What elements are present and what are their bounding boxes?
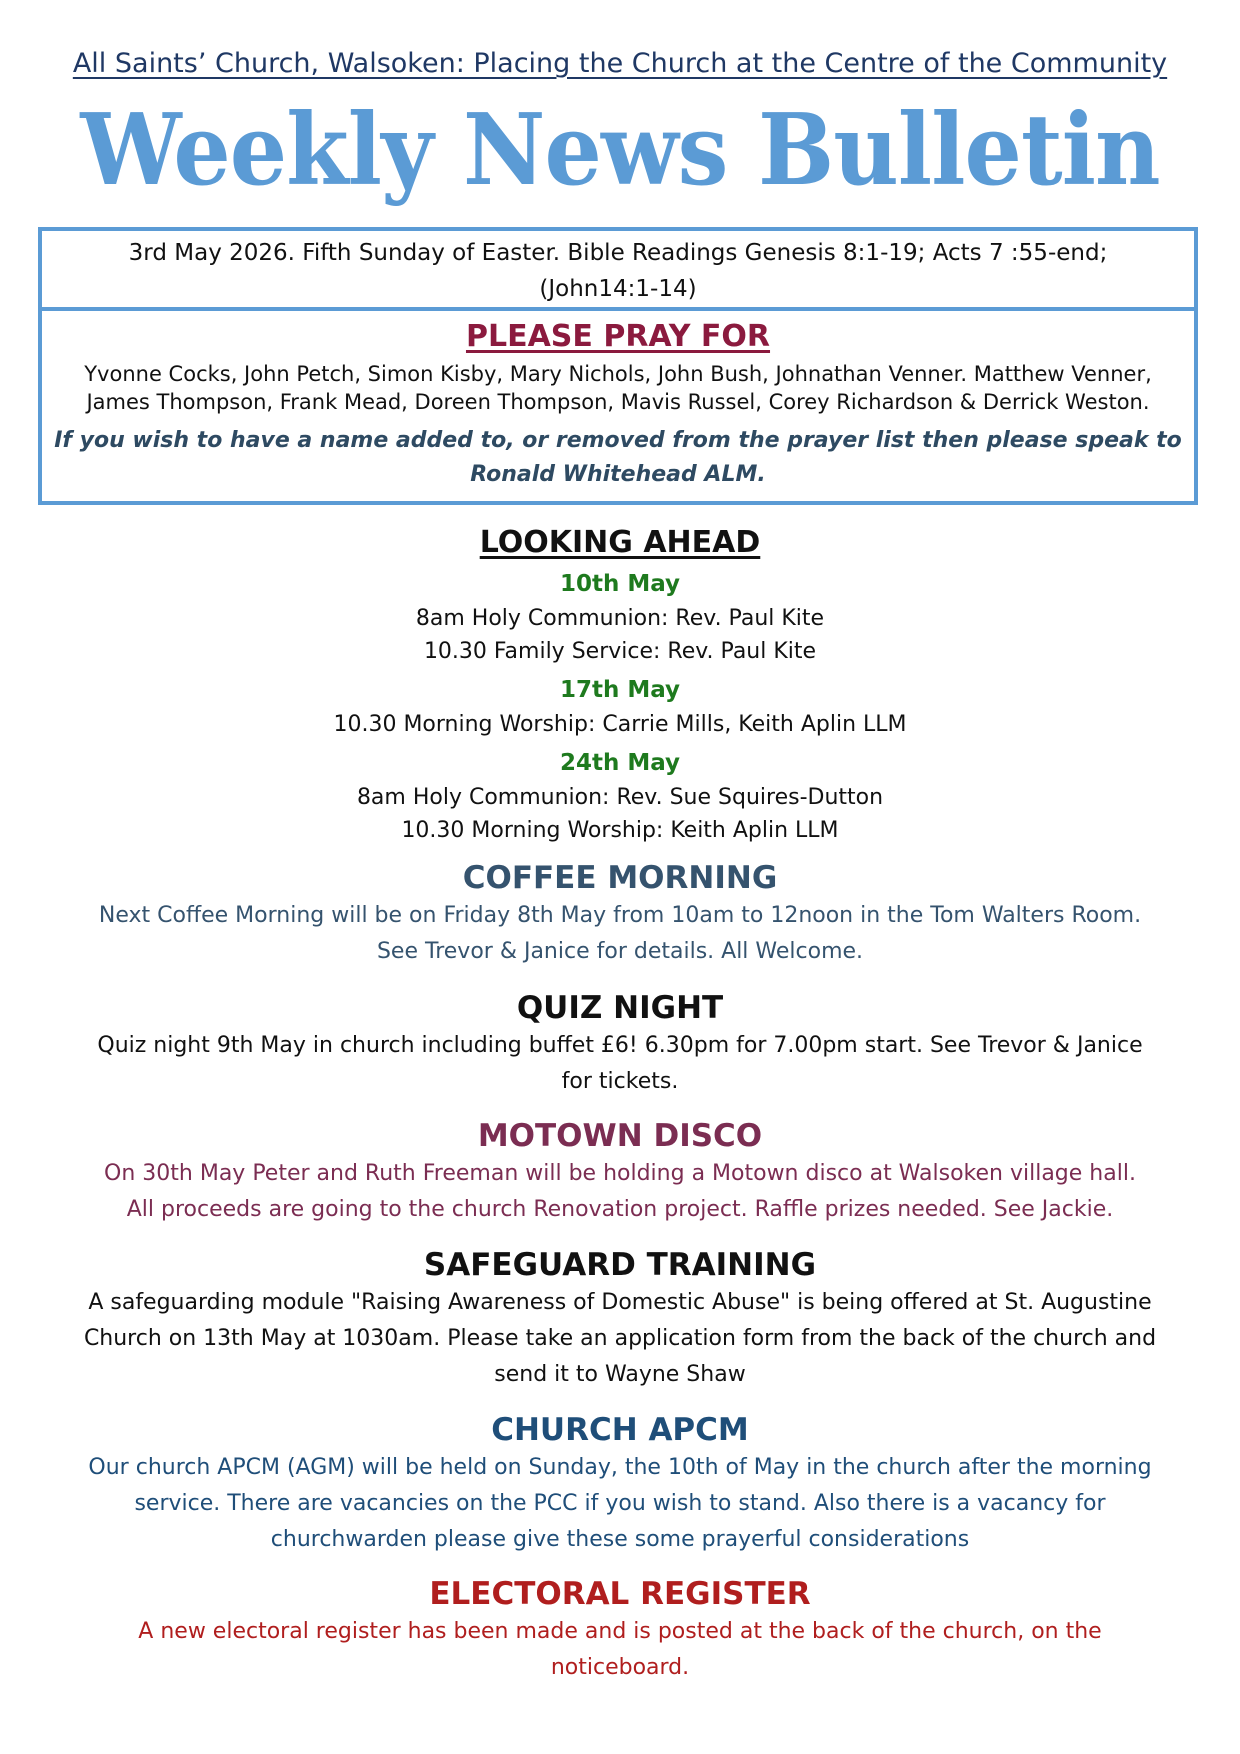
- prayer-box: [38, 311, 1198, 505]
- readings-line-1: 3rd May 2026. Fifth Sunday of Easter. Bible Readings Genesis 8:1-19; Acts 7 :55-end;: [128, 240, 1108, 266]
- service-line: 8am Holy Communion: Rev. Paul Kite: [415, 606, 825, 631]
- service-line: 10.30 Morning Worship: Carrie Mills, Keith Aplin LLM: [333, 712, 907, 737]
- electoral-register-line-2: noticeboard.: [550, 1655, 690, 1680]
- readings-box: [38, 227, 1198, 311]
- quiz-night-heading: QUIZ NIGHT: [516, 990, 724, 1026]
- date-heading: 10th May: [559, 571, 681, 597]
- safeguard-training-line-2: Church on 13th May at 1030am. Please take an application form from the back of the church and: [83, 1326, 1157, 1351]
- prayer-names-line-2: James Thompson, Frank Mead, Doreen Thompson, Mavis Russel, Corey Richardson & Derrick Weston.: [86, 390, 1150, 414]
- coffee-morning-line-2: See Trevor & Janice for details. All Welcome.: [376, 939, 864, 964]
- prayer-names: [42, 360, 1194, 416]
- coffee-morning-section: [40, 858, 1200, 970]
- motown-disco-line-1: On 30th May Peter and Ruth Freeman will be holding a Motown disco at Walsoken village hall.: [104, 1161, 1136, 1186]
- motown-disco-heading: MOTOWN DISCO: [477, 1118, 763, 1154]
- quiz-night-section: [40, 988, 1200, 1100]
- readings-line-2: (John14:1-14): [539, 276, 697, 302]
- church-apcm-line-3: churchwarden please give these some prayerful considerations: [270, 1527, 970, 1552]
- looking-ahead-heading: LOOKING AHEAD: [479, 525, 761, 560]
- prayer-note: [42, 424, 1194, 492]
- coffee-morning-heading: COFFEE MORNING: [462, 860, 778, 896]
- date-heading: 24th May: [559, 750, 681, 776]
- coffee-morning-line-1: Next Coffee Morning will be on Friday 8th May from 10am to 12noon in the Tom Walters Room.: [98, 903, 1142, 928]
- church-apcm-line-1: Our church APCM (AGM) will be held on Sunday, the 10th of May in the church after the morning: [88, 1455, 1152, 1480]
- date-heading: 17th May: [559, 677, 681, 703]
- electoral-register-heading: ELECTORAL REGISTER: [429, 1576, 811, 1612]
- electoral-register-section: [40, 1574, 1200, 1686]
- quiz-night-line-1: Quiz night 9th May in church including buffet £6! 6.30pm for 7.00pm start. See Trevor & Janice: [97, 1033, 1143, 1058]
- prayer-note-line-1: If you wish to have a name added to, or removed from the prayer list then please speak to: [54, 428, 1182, 453]
- motown-disco-line-2: All proceeds are going to the church Renovation project. Raffle prizes needed. See Jackie.: [126, 1197, 1114, 1222]
- looking-ahead-section: [40, 524, 1200, 847]
- quiz-night-line-2: for tickets.: [561, 1069, 679, 1094]
- motown-disco-section: [40, 1116, 1200, 1228]
- safeguard-training-section: [40, 1245, 1200, 1393]
- bulletin-title: Weekly News Bulletin: [80, 93, 1160, 208]
- church-apcm-section: [40, 1410, 1200, 1558]
- electoral-register-line-1: A new electoral register has been made and is posted at the back of the church, on the: [138, 1619, 1102, 1644]
- church-tagline: All Saints’ Church, Walsoken: Placing the Church at the Centre of the Community: [72, 48, 1168, 79]
- service-line: 8am Holy Communion: Rev. Sue Squires-Dutton: [356, 785, 884, 810]
- prayer-note-line-2: Ronald Whitehead ALM.: [470, 462, 766, 487]
- service-line: 10.30 Family Service: Rev. Paul Kite: [423, 639, 817, 664]
- prayer-heading: PLEASE PRAY FOR: [465, 319, 771, 354]
- prayer-names-line-1: Yvonne Cocks, John Petch, Simon Kisby, Mary Nichols, John Bush, Johnathan Venner. Matthew Venner,: [84, 362, 1152, 386]
- church-apcm-line-2: service. There are vacancies on the PCC if you wish to stand. Also there is a vacancy for: [134, 1491, 1106, 1516]
- safeguard-training-line-1: A safeguarding module "Raising Awareness of Domestic Abuse" is being offered at St. Augustine: [88, 1290, 1152, 1315]
- safeguard-training-heading: SAFEGUARD TRAINING: [423, 1247, 817, 1283]
- safeguard-training-line-3: send it to Wayne Shaw: [494, 1362, 746, 1387]
- service-line: 10.30 Morning Worship: Keith Aplin LLM: [401, 818, 839, 843]
- church-apcm-heading: CHURCH APCM: [491, 1412, 749, 1448]
